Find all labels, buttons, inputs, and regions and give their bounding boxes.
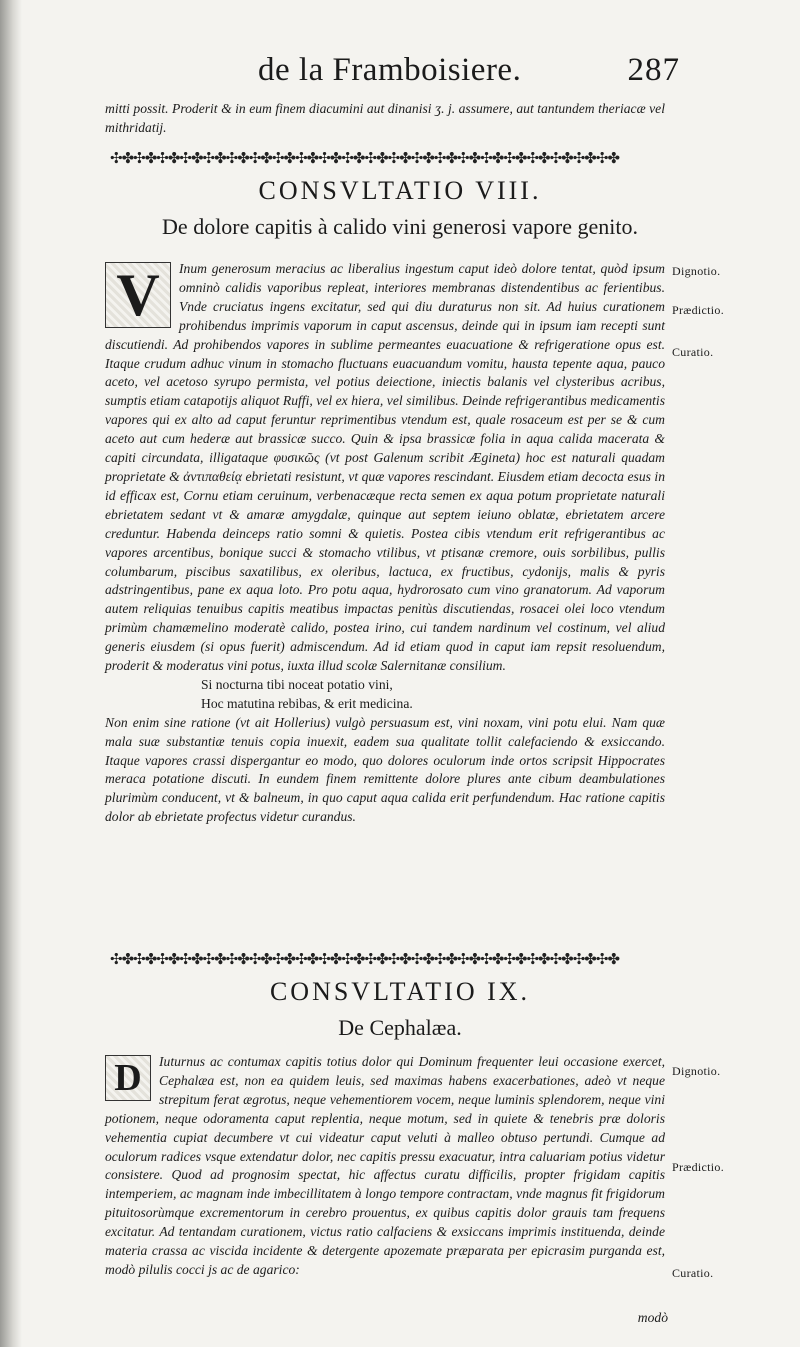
intro-text: mitti possit. Proderit & in eum finem diacumini aut dinanisi ʒ. j. assumere, aut tantundem theriacæ vel mithridatij.	[105, 101, 665, 135]
consultatio-8-paragraph-2: Non enim sine ratione (vt ait Hollerius) vulgò persuasum est, vini noxam, vini potu elui. Nam quæ mala suæ substantiæ tenuis copia inuexit, eadem sua qualitate tollit calefaciendo & exsiccando. Itaque vapores crassi dispergantur eo modo, quo dolores oculorum inde ortos scripsit Hippocrates meraca potatione discuti. In eundem finem remittente dolore plures ante cibum deambulationes plurimùm conducent, vt & balneum, in quo caput aqua calida erit perfundendum. Hac ratione capitis dolor ab ebrietate profectus videtur curandus.	[105, 714, 665, 825]
margin-note-praedictio-9: Prædictio.	[672, 1160, 725, 1174]
ornament-divider-top: ✣✤✣✤✣✤✣✤✣✤✣✤✣✤✣✤✣✤✣✤✣✤✣✤✣✤✣✤✣✤✣✤✣✤✣✤✣✤✣✤✣✤✣✤	[110, 152, 620, 166]
consultatio-9-paragraph-1: Iuturnus ac contumax capitis totius dolor qui Dominum frequenter leui occasione exercet, Cephalæa est, non ea quidem leuis, sed maximas habens exacerbationes, adeò vt neque strepitum ferat ægrotus, neque vehementiorem vocem, neque luminis splendorem, neque vini potionem, neque odoramenta caput replentia, neque motum, sed in quiete & tenebris præ doloris vehementia cupiat decumbere vt cui videatur caput veluti à malleo obtuso pertundi. Cumque ad oculorum radices vsque extendatur dolor, nec capitis pressu exacuatur, intra caluariam potius videtur consistere. Quod ad prognosim spectat, hic affectus curatu difficilis, propter frigidam capitis intemperiem, ac magnam inde imbecillitatem à longo tempore contractam, vnde magnus fit frigidorum pituitosorùmque excrementorum in cerebro prouentus, ex quibus capitis dolor grauis tam frequens excitatur. Ad tentandam curationem, victus ratio calfaciens & exsiccans imprimis instituenda, deinde materia crassa ac viscida incidente & detergente apozemate præparata per epicrasim purganda est, modò pilulis cocci js ac de agarico:	[105, 1054, 665, 1277]
margin-note-praedictio-8: Prædictio.	[672, 303, 725, 317]
verse-line-1: Si nocturna tibi noceat potatio vini,	[201, 676, 393, 692]
catchword: modò	[637, 1310, 668, 1325]
running-head: de la Framboisiere.	[258, 52, 522, 88]
decorated-initial-v: V	[105, 262, 171, 328]
verse-line-2: Hoc matutina rebibas, & erit medicina.	[201, 695, 413, 711]
page-number: 287	[627, 52, 680, 88]
consultatio-8-title: CONSVLTATIO VIII.	[258, 176, 542, 205]
margin-note-dignotio-8: Dignotio.	[672, 264, 721, 278]
consultatio-8-subtitle: De dolore capitis à calido vini generosi vapore genito.	[162, 214, 638, 239]
margin-note-dignotio-9: Dignotio.	[672, 1064, 721, 1078]
consultatio-9-body	[105, 1053, 665, 1280]
intro-paragraph	[105, 100, 665, 138]
page-header	[250, 52, 680, 92]
consultatio-9-subtitle: De Cephalæa.	[338, 1015, 462, 1040]
decorated-initial-d: D	[105, 1055, 151, 1101]
consultatio-8-paragraph-1: Inum generosum meracius ac liberalius ingestum caput ideò dolore tentat, quòd ipsum omninò calidis vaporibus repleat, interiores membranas distendentibus ac ferientibus. Vnde cruciatus ingens excitatur, sed qui diu duraturus non sit. Ad huius curationem prohibendus imprimis vaporum in caput ascensus, deinde qui in ipsum iam recepti sunt discutiendi. Ad prohibendos vapores in sublime permeantes euacuatione & refrigeratione opus est. Itaque crudum adhuc vinum in stomacho fluctuans euacuandum vomitu, hausta tepente aqua, pauco aceto, vel acetoso syrupo permista, vel potius deiectione, iniectis balanis vel clysteribus acribus, sumptis etiam catapotijs aliquot Ruffi, vel ex hiera, vel similibus. Deinde refrigerantibus medicamentis vapores qui ex alto ad caput feruntur reprimentibus vtendum est, quale rosaceum est per se & cum aceto aut cum hederæ aut brassicæ succo. Quin & ipsa brassicæ folia in aqua calida macerata & capiti circundata, illigataque φυσικῶς (vt post Galenum scribit Ægineta) hoc est naturali quadam proprietate & ἀντιπαθείᾳ ebrietati resistunt, vt quæ vapores rescindant. Eiusdem etiam decocta esus in id efficax est, Cornu etiam ceruinum, verbenacæque recta semen ex aqua potum proprietate naturali ebrietatem sedant vt & amaræ amygdalæ, quinque aut septem ieiuno oblatæ, ebrietatem arcere creduntur. Habenda deinceps ratio somni & quietis. Postea cibis vtendum erit refrigerantibus ac vapores arcentibus, bonique succi & stomacho vtilibus, vt ptisanæ cremore, ouis sorbilibus, pullis columbarum, piscibus saxatilibus, ex oleribus, lactuca, ex fructibus, cydonijs, malis & pyris adstringentibus, pane ex aqua loto. Pro potu aqua, hydrorosato cum vino granatorum. Ad vaporum autem reliquias tenuibus capitis meatibus impactas penitùs discutiendas, rosacei olei loco vtendum primùm chamæmelino moderatè calido, postea irino, cui tandem nardinum vel costinum, vel aliud generis eiusdem (si opus fuerit) admiscendum. Ad id etiam quod in caput iam repsit resoluendum, proderit & moderatus vini potus, iuxta illud scolæ Salernitanæ consilium.	[105, 261, 665, 674]
margin-note-curatio-8: Curatio.	[672, 345, 714, 359]
consultatio-9-title: CONSVLTATIO IX.	[269, 977, 531, 1006]
ornament-divider-middle: ✣✤✣✤✣✤✣✤✣✤✣✤✣✤✣✤✣✤✣✤✣✤✣✤✣✤✣✤✣✤✣✤✣✤✣✤✣✤✣✤✣✤✣✤	[110, 953, 620, 967]
consultatio-8-body	[105, 260, 665, 827]
margin-note-curatio-9: Curatio.	[672, 1266, 714, 1280]
